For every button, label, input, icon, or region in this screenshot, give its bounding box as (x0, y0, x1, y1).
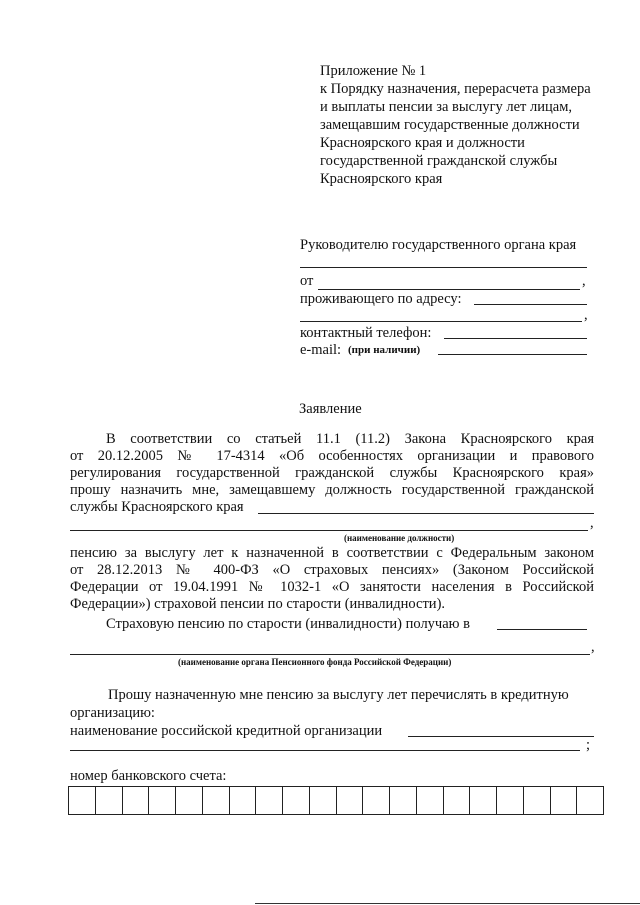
account-digit-cell[interactable] (283, 787, 310, 815)
p2-line: от 28.12.2013 № 400-ФЗ «О страховых пенсиях» (Законом Российской (70, 562, 594, 578)
phone-label: контактный телефон: (300, 325, 432, 341)
address-label: проживающего по адресу: (300, 291, 462, 307)
address-field[interactable] (474, 304, 587, 305)
account-digit-cell[interactable] (336, 787, 363, 815)
account-row[interactable] (69, 787, 604, 815)
account-digit-cell[interactable] (176, 787, 203, 815)
addressee-title: Руководителю государственного органа края (300, 237, 577, 253)
footer-rule (255, 903, 640, 904)
p3-text: Страховую пенсию по старости (инвалидности) получаю в (106, 616, 470, 632)
pension-fund-field[interactable] (497, 629, 587, 630)
appendix-line: замещавшим государственные должности (320, 117, 580, 133)
p2-last-line: Федерации») страховой пенсии по старости (инвалидности). (70, 596, 446, 612)
bank-field-2[interactable] (70, 750, 580, 751)
appendix-line: Красноярского края (320, 171, 443, 187)
p2-line: пенсию за выслугу лет к назначенной в соответствии с Федеральным законом (70, 545, 594, 561)
p1-line: регулирования государственной гражданской службы Красноярского края» (70, 465, 594, 481)
appendix-line: к Порядку назначения, перерасчета размера (320, 81, 591, 97)
bank-label: наименование российской кредитной организации (70, 723, 383, 739)
account-digit-cell[interactable] (122, 787, 149, 815)
appendix-line: Красноярского края и должности (320, 135, 525, 151)
p1-last-line: службы Красноярского края (70, 499, 244, 515)
position-field[interactable] (258, 513, 594, 514)
p2-line: Федерации от 19.04.1991 № 1032-1 «О занятости населения в Российской (70, 579, 594, 595)
account-digit-cell[interactable] (202, 787, 229, 815)
p1-line: от 20.12.2005 № 17-4314 «Об особенностях организации и правового (70, 448, 594, 464)
p4-line: Прошу назначенную мне пенсию за выслугу лет перечислять в кредитную (108, 687, 569, 703)
account-digit-cell[interactable] (363, 787, 390, 815)
account-digit-cell[interactable] (95, 787, 122, 815)
from-label: от (300, 273, 314, 289)
appendix-title: Приложение № 1 (320, 63, 427, 79)
pension-fund-note: (наименование органа Пенсионного фонда Российской Федерации) (178, 657, 452, 667)
account-digit-cell[interactable] (309, 787, 336, 815)
account-number-grid[interactable] (68, 786, 604, 815)
phone-field[interactable] (444, 338, 587, 339)
addressee-blank-line[interactable] (300, 267, 587, 268)
appendix-line: и выплаты пенсии за выслугу лет лицам, (320, 99, 573, 115)
email-field[interactable] (438, 354, 587, 355)
email-label: e-mail: (300, 342, 342, 358)
account-digit-cell[interactable] (390, 787, 417, 815)
account-digit-cell[interactable] (256, 787, 283, 815)
account-digit-cell[interactable] (149, 787, 176, 815)
p1-line: прошу назначить мне, замещавшему должность государственной гражданской (70, 482, 594, 498)
account-digit-cell[interactable] (416, 787, 443, 815)
address-comma: , (584, 307, 588, 323)
p1-line: В соответствии со статьей 11.1 (11.2) Закона Красноярского края (106, 431, 594, 447)
pension-fund-field-2[interactable] (70, 654, 590, 655)
account-digit-cell[interactable] (550, 787, 577, 815)
bank-semicolon: ; (586, 737, 591, 753)
position-comma: , (590, 515, 594, 531)
account-digit-cell[interactable] (497, 787, 524, 815)
account-digit-cell[interactable] (229, 787, 256, 815)
p4-last-line: организацию: (70, 705, 155, 721)
pension-fund-comma: , (591, 639, 595, 655)
position-field-2[interactable] (70, 530, 588, 531)
account-digit-cell[interactable] (523, 787, 550, 815)
account-digit-cell[interactable] (69, 787, 96, 815)
address-field-2[interactable] (300, 321, 582, 322)
appendix-line: государственной гражданской службы (320, 153, 558, 169)
account-label: номер банковского счета: (70, 768, 227, 784)
document-heading: Заявление (299, 401, 362, 417)
account-digit-cell[interactable] (470, 787, 497, 815)
position-note: (наименование должности) (344, 533, 455, 543)
account-digit-cell[interactable] (577, 787, 604, 815)
from-comma: , (582, 273, 586, 289)
email-note: (при наличии) (348, 344, 421, 356)
account-digit-cell[interactable] (443, 787, 470, 815)
bank-field[interactable] (408, 736, 594, 737)
